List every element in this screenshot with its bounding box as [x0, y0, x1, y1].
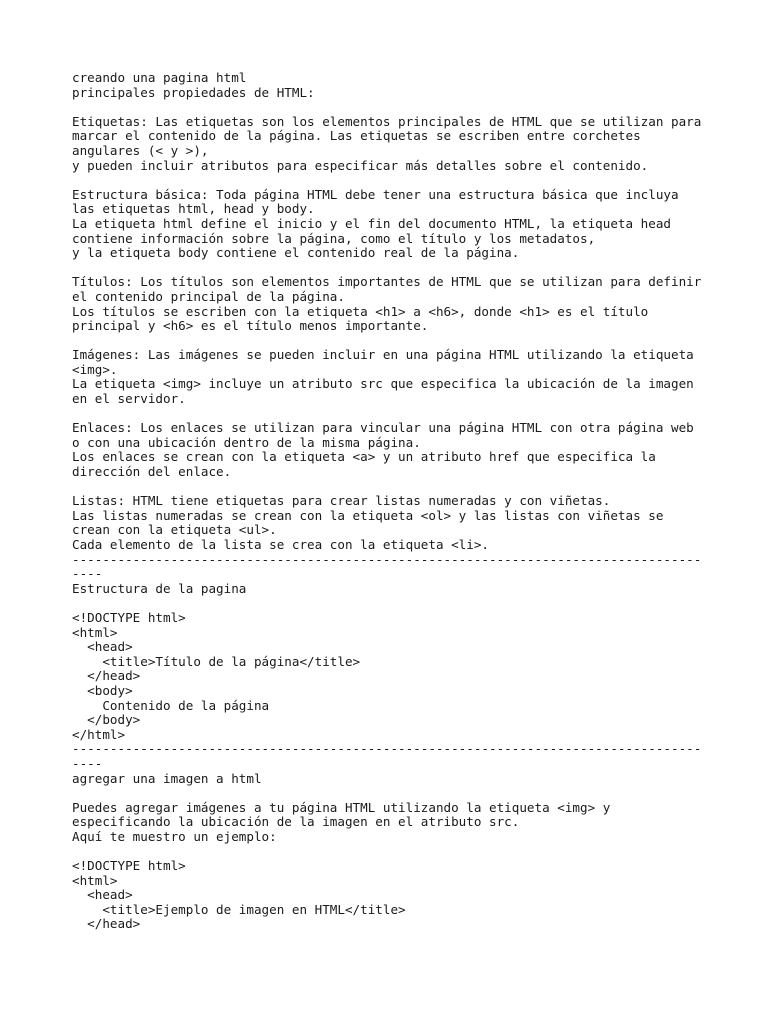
- document-line: Estructura de la pagina: [72, 580, 247, 596]
- blank-line: [72, 786, 702, 801]
- document-line: Estructura básica: Toda página HTML debe tener una estructura básica que incluya: [72, 186, 679, 202]
- document-page: [72, 71, 702, 932]
- document-line: </head>: [72, 668, 141, 684]
- document-line: La etiqueta html define el inicio y el fin del documento HTML, la etiqueta head: [72, 215, 671, 231]
- document-line: <html>: [72, 624, 118, 640]
- document-line: o con una ubicación dentro de la misma página.: [72, 434, 421, 450]
- document-line: crean con la etiqueta <ul>.: [72, 522, 277, 538]
- document-line: Listas: HTML tiene etiquetas para crear listas numeradas y con viñetas.: [72, 493, 611, 509]
- blank-line: [72, 100, 702, 115]
- document-line: dirección del enlace.: [72, 464, 232, 480]
- document-line: ----: [72, 755, 103, 771]
- document-line: Títulos: Los títulos son elementos importantes de HTML que se utilizan para definir: [72, 274, 702, 290]
- document-line: <head>: [72, 887, 133, 903]
- blank-line: [72, 844, 702, 859]
- document-line: Imágenes: Las imágenes se pueden incluir en una página HTML utilizando la etiqueta: [72, 347, 694, 363]
- document-line: principal y <h6> es el título menos importante.: [72, 318, 429, 334]
- document-line: en el servidor.: [72, 391, 186, 407]
- document-line: </head>: [72, 916, 141, 932]
- document-line: las etiquetas html, head y body.: [72, 201, 315, 217]
- blank-line: [72, 173, 702, 188]
- document-line: Cada elemento de la lista se crea con la etiqueta <li>.: [72, 537, 490, 552]
- document-line: especificando la ubicación de la imagen en el atributo src.: [72, 814, 520, 830]
- document-line: <html>: [72, 872, 118, 888]
- document-line: <!DOCTYPE html>: [72, 858, 186, 874]
- document-line: Enlaces: Los enlaces se utilizan para vincular una página HTML con otra página web: [72, 420, 694, 436]
- document-line: <head>: [72, 639, 133, 655]
- document-line: <!DOCTYPE html>: [72, 609, 186, 625]
- document-line: Las listas numeradas se crean con la etiqueta <ol> y las listas con viñetas se: [72, 507, 664, 523]
- blank-line: [72, 334, 702, 349]
- document-line: principales propiedades de HTML:: [72, 84, 315, 100]
- document-line: -----------------------------------------------------------------------------------: [72, 551, 702, 567]
- document-line: Contenido de la página: [72, 697, 270, 713]
- document-line: Aquí te muestro un ejemplo:: [72, 828, 277, 844]
- document-line: <title>Título de la página</title>: [72, 653, 361, 669]
- document-line: marcar el contenido de la página. Las etiquetas se escriben entre corchetes: [72, 128, 641, 144]
- document-line: Los enlaces se crean con la etiqueta <a> y un atributo href que especifica la: [72, 449, 656, 465]
- document-line: <img>.: [72, 361, 118, 377]
- document-line: <body>: [72, 682, 133, 698]
- document-line: </body>: [72, 712, 141, 728]
- document-line: </html>: [72, 726, 126, 742]
- document-line: Los títulos se escriben con la etiqueta <h1> a <h6>, donde <h1> es el título: [72, 303, 649, 319]
- document-line: agregar una imagen a html: [72, 770, 262, 786]
- document-line: Puedes agregar imágenes a tu página HTML utilizando la etiqueta <img> y: [72, 799, 611, 815]
- document-line: angulares (< y >),: [72, 142, 209, 158]
- document-line: el contenido principal de la página.: [72, 288, 345, 304]
- document-line: -----------------------------------------------------------------------------------: [72, 741, 702, 757]
- document-line: Etiquetas: Las etiquetas son los elementos principales de HTML que se utilizan para: [72, 113, 702, 129]
- blank-line: [72, 480, 702, 495]
- document-line: y pueden incluir atributos para especificar más detalles sobre el contenido.: [72, 157, 649, 173]
- blank-line: [72, 261, 702, 276]
- document-line: y la etiqueta body contiene el contenido real de la página.: [72, 245, 520, 261]
- blank-line: [72, 407, 702, 422]
- document-line: ----: [72, 566, 103, 582]
- blank-line: [72, 596, 702, 611]
- document-line: <title>Ejemplo de imagen en HTML</title>: [72, 901, 406, 917]
- document-line: creando una pagina html: [72, 70, 247, 85]
- document-line: contiene información sobre la página, como el título y los metadatos,: [72, 230, 596, 246]
- document-line: La etiqueta <img> incluye un atributo src que especifica la ubicación de la imagen: [72, 376, 694, 392]
